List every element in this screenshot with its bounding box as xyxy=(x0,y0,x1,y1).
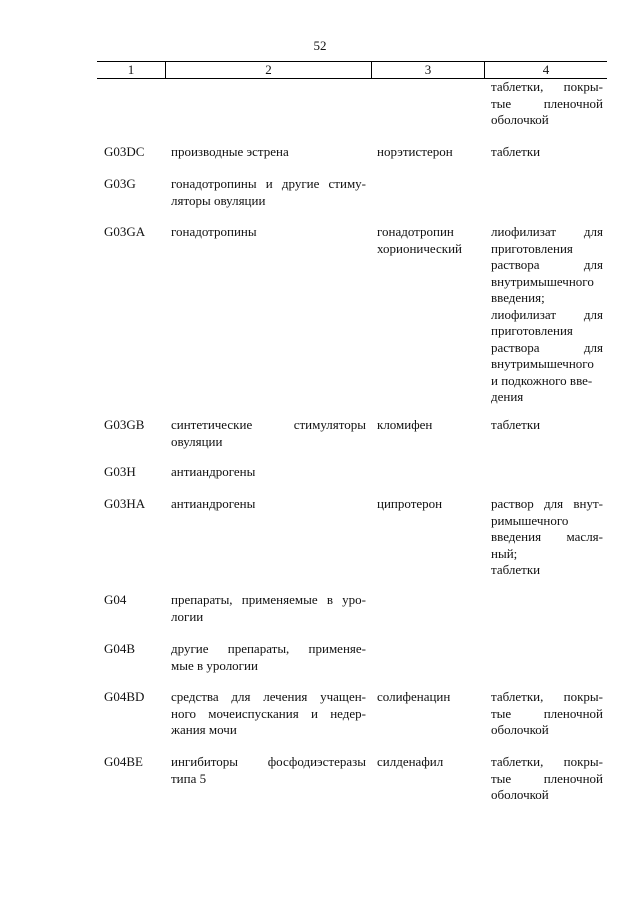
group-name: антиандрогены xyxy=(171,464,256,479)
atc-code: G03H xyxy=(104,464,136,479)
substance-name: норэтистерон xyxy=(377,144,453,159)
atc-code: G03GA xyxy=(104,224,146,239)
group-name: антиандрогены xyxy=(171,496,256,511)
atc-code: G03GB xyxy=(104,417,145,432)
atc-code: G03G xyxy=(104,176,136,191)
substance-name: солифенацин xyxy=(377,689,451,704)
atc-code: G04BD xyxy=(104,689,145,704)
header-col-3: 3 xyxy=(424,62,432,77)
atc-code: G04 xyxy=(104,592,127,607)
dosage-form: таблетки xyxy=(491,144,541,159)
dosage-form: лиофилизат для приготовления раствора для внутримышечного введения; лиофилизат для приготовления раствора для внутримышечного и подкожного вве- дения xyxy=(491,224,603,404)
dosage-form: таблетки, покры- тые пленочной оболочкой xyxy=(491,754,603,802)
group-name: препараты, применяемые в уро- логии xyxy=(171,592,366,624)
group-name: гонадотропины и другие стиму- ляторы овуляции xyxy=(171,176,366,208)
atc-code: G04BE xyxy=(104,754,143,769)
header-col-2: 2 xyxy=(265,62,272,77)
atc-code: G03HA xyxy=(104,496,146,511)
continued-dosage-form: таблетки, покры- тые пленочной оболочкой xyxy=(491,79,603,127)
group-name: средства для лечения учащен- ного мочеиспускания и недер- жания мочи xyxy=(171,689,366,737)
atc-code: G03DC xyxy=(104,144,145,159)
header-col-1: 1 xyxy=(127,62,135,77)
substance-name: ципротерон xyxy=(377,496,443,511)
page-number: 52 xyxy=(313,38,327,53)
dosage-form: раствор для внут- римышечного введения масля- ный; таблетки xyxy=(491,496,603,577)
header-col-4: 4 xyxy=(542,62,550,77)
group-name: синтетические стимуляторы овуляции xyxy=(171,417,366,449)
dosage-form: таблетки, покры- тые пленочной оболочкой xyxy=(491,689,603,737)
group-name: ингибиторы фосфодиэстеразы типа 5 xyxy=(171,754,366,786)
substance-name: кломифен xyxy=(377,417,433,432)
substance-name: силденафил xyxy=(377,754,444,769)
atc-code: G04B xyxy=(104,641,136,656)
group-name: гонадотропины xyxy=(171,224,257,239)
group-name: другие препараты, применяе- мые в урологии xyxy=(171,641,366,673)
dosage-form: таблетки xyxy=(491,417,541,432)
substance-name: гонадотропин хорионический xyxy=(377,224,463,256)
table-header xyxy=(97,61,607,79)
group-name: производные эстрена xyxy=(171,144,289,159)
